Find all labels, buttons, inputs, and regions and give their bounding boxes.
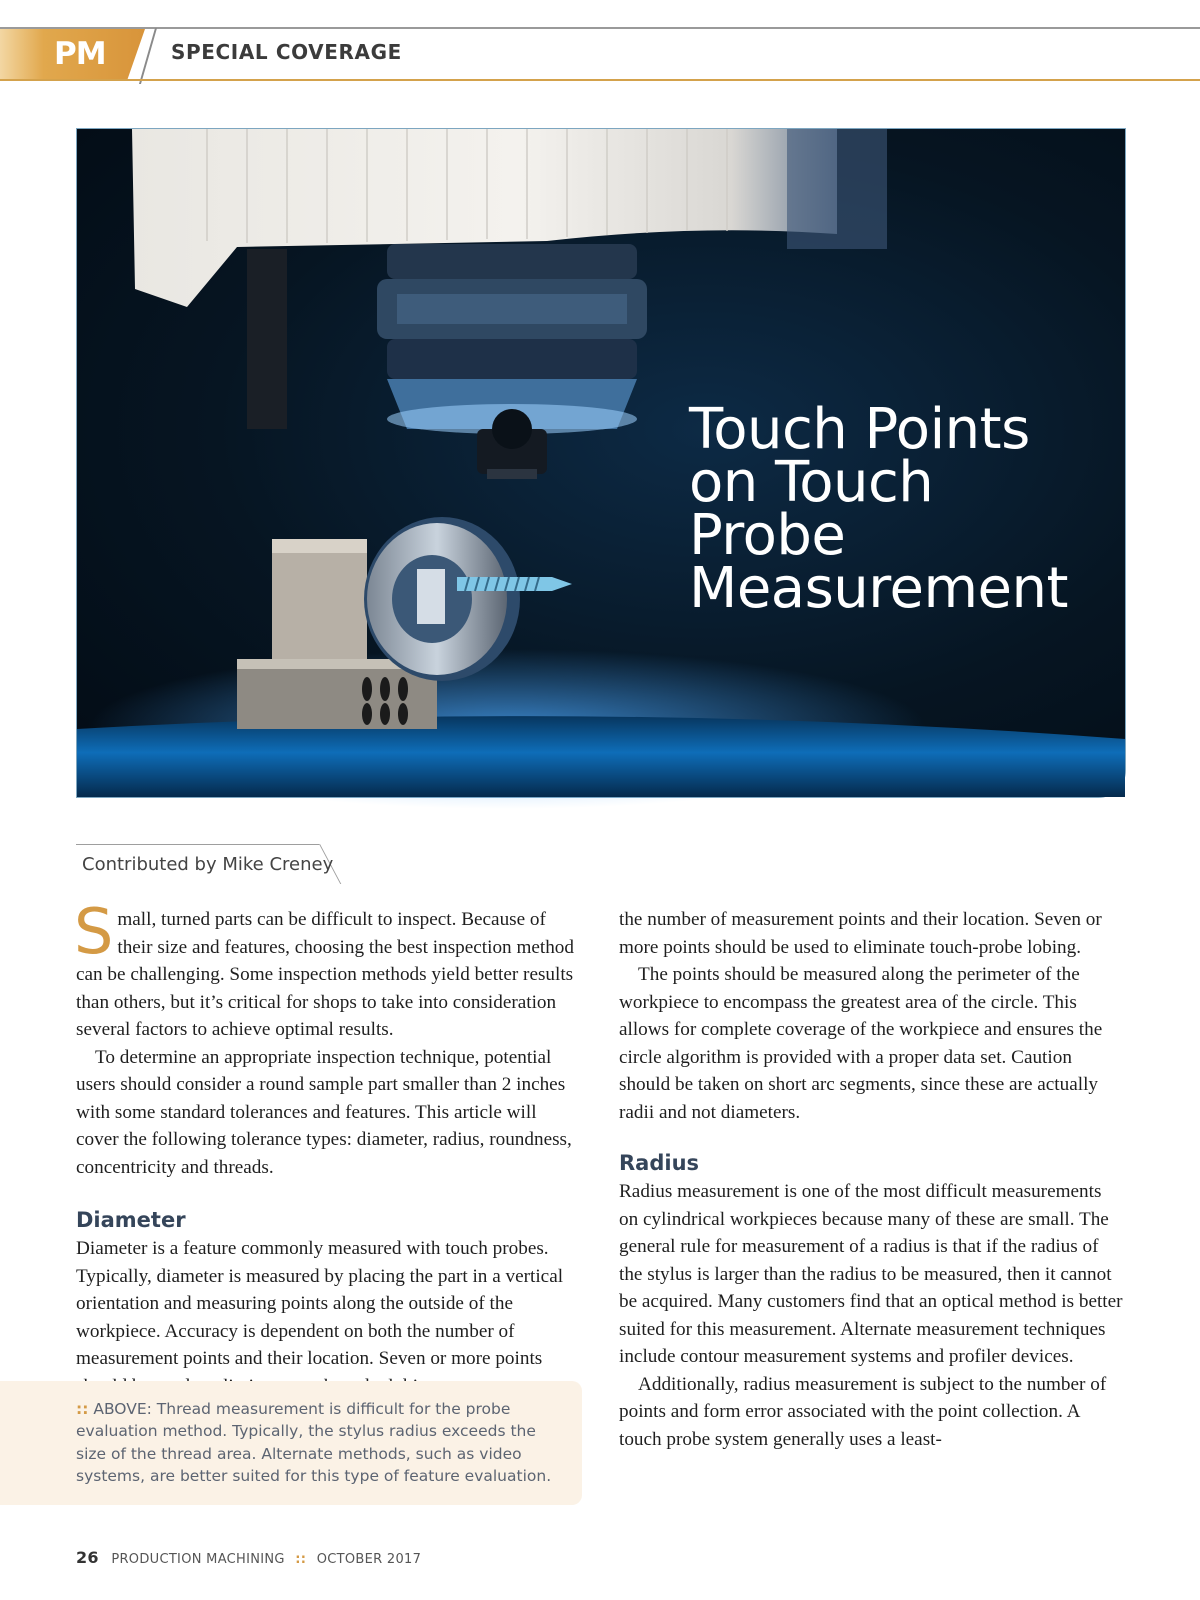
title-line-1: Touch Points xyxy=(689,397,1030,462)
caption-bullet: :: xyxy=(76,1400,89,1418)
heading-radius: Radius xyxy=(619,1151,700,1175)
photo-caption xyxy=(76,1398,554,1488)
title-line-3: Probe xyxy=(689,503,846,568)
radius-paragraph-1: Radius measurement is one of the most difficult measurements on cylindrical workpieces because many of these are small. The general rule for measurement of a radius is that if the radius of the stylus is larger than the radius to be measured, then it cannot be acquired. Many customers find that an optical method is better suited for this measurement. Alternate measurement techniques include contour measurement systems and profiler devices. xyxy=(619,1181,1123,1367)
header-rule-bottom xyxy=(0,79,1200,81)
article-column-left xyxy=(74,895,582,1369)
intro-paragraph xyxy=(74,895,582,1044)
intro-text: mall, turned parts can be difficult to inspect. Because of their size and features, choosing the best inspection method can be challenging. Some inspection methods yield better results than others, but it’s critical for shops to take into consideration several factors to achieve optimal results. xyxy=(76,909,574,1040)
page-number: 26 xyxy=(76,1548,99,1567)
caption-text: ABOVE: Thread measurement is difficult for the probe evaluation method. Typically, the stylus radius exceeds the size of the thread area. Alternate methods, such as video systems, are better suited for this type of feature evaluation. xyxy=(76,1400,552,1486)
diameter-paragraph-1: Diameter is a feature commonly measured with touch probes. Typically, diameter is measured by placing the part in a vertical orientation and measuring points along the outside of the workpiece. Accuracy is dependent on both the number of measurement points and their location. Seven or more points xyxy=(76,1238,564,1369)
section-label: SPECIAL COVERAGE xyxy=(171,40,402,64)
hero-photo xyxy=(76,128,1126,798)
diameter-paragraph-2: The points should be measured along the perimeter of the workpiece to encompass the greatest area of the circle. This allows for complete coverage of the workpiece and ensures the circle algorithm is provided with a proper data set. Caution should be taken on short arc segments, since these are actually radii and not diameters. xyxy=(619,964,1103,1123)
footer-separator: :: xyxy=(295,1552,307,1567)
page-footer xyxy=(76,1548,421,1567)
paragraph: To determine an appropriate inspection technique, potential users should consider a round sample part smaller than 2 inches with some standard tolerances and features. This article will cover the following tolerance types: diameter, radius, roundness, concentricity and threads. xyxy=(76,1046,572,1178)
byline: Contributed by Mike Creney xyxy=(82,854,334,875)
title-line-4: Measurement xyxy=(689,556,1068,621)
diameter-paragraph-1-continued: the number of measurement points and their location. Seven or more points should be used to eliminate touch-probe lobing. xyxy=(619,909,1102,958)
title-line-2: on Touch xyxy=(689,450,934,515)
issue-date: OCTOBER 2017 xyxy=(316,1552,422,1567)
magazine-logo: PM xyxy=(54,36,106,72)
heading-diameter: Diameter xyxy=(76,1208,186,1232)
publication-name: PRODUCTION MACHINING xyxy=(111,1552,285,1567)
header-rule-top xyxy=(0,27,1200,29)
radius-paragraph-2: Additionally, radius measurement is subject to the number of points and form error associated with the point collection. A touch probe system generally uses a least- xyxy=(619,1373,1107,1450)
drop-cap: S xyxy=(74,895,114,968)
article-title xyxy=(689,397,1109,621)
article-column-right xyxy=(619,906,1125,1453)
